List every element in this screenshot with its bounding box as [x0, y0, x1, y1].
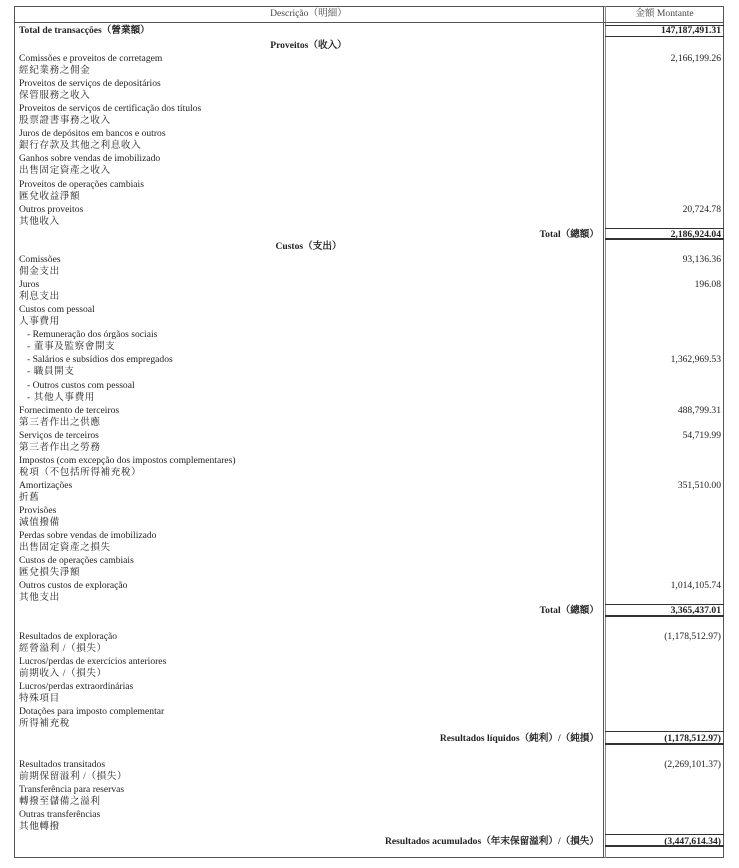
accumulated-box: [605, 834, 724, 847]
cost-line-item: [0, 505, 739, 530]
retained-line-item: [0, 784, 739, 809]
income-line-item: [0, 53, 739, 78]
income-item-label-pt: Proveitos de operações cambiais: [19, 178, 144, 190]
result-item-label-pt: Resultados de exploração: [19, 631, 118, 642]
cost-line-item: [0, 530, 739, 555]
income-item-label-zh: 保管服務之收入: [19, 90, 91, 102]
cost-item-label-pt: Perdas sobre vendas de imobilizado: [19, 530, 157, 542]
retained-line-item: [0, 809, 739, 834]
header-rule: [14, 22, 724, 23]
cost-item-label-pt: Fornecimento de terceiros: [19, 404, 120, 416]
retained-item-label-zh: 前期保留溢利 /（損失）: [19, 771, 128, 782]
income-item-amount: 20,724.78: [682, 203, 721, 215]
income-line-item: [0, 128, 739, 153]
cost-item-label-pt: Custos de operações cambiais: [19, 555, 134, 567]
cost-item-amount: 1,362,969.53: [670, 354, 721, 366]
cost-item-label-zh: - 其他人事費用: [27, 391, 95, 403]
accumulated-label: Resultados acumulados（年末保留溢利）/（損失）: [384, 836, 599, 847]
income-item-label-pt: Outros proveitos: [19, 203, 84, 215]
income-item-label-pt: Ganhos sobre vendas de imobilizado: [19, 153, 161, 165]
result-item-label-zh: 經營溢利 /（損失）: [19, 643, 107, 654]
cost-item-label-zh: 稅項（不包括所得補充稅）: [19, 466, 142, 478]
income-line-item: [0, 204, 739, 229]
cost-line-item: [0, 329, 739, 354]
cost-item-label-pt: Juros: [19, 279, 40, 291]
costs-total-amount: 3,365,437.01: [670, 605, 721, 616]
cost-item-label-zh: 利息支出: [19, 291, 60, 303]
cost-line-item: [0, 304, 739, 329]
net-result-amount: (1,178,512.97): [664, 733, 721, 744]
cost-line-item: [0, 380, 739, 405]
income-item-label-zh: 匯兌收益淨額: [19, 190, 81, 202]
cost-line-item: [0, 405, 739, 430]
cost-item-label-zh: - 董事及監察會開支: [27, 341, 116, 353]
accumulated-amount: (3,447,614.34): [664, 836, 721, 847]
result-item-label-zh: 所得補充稅: [19, 718, 70, 730]
cost-item-label-pt: Amortizações: [19, 479, 73, 491]
income-total-label: Total（總額）: [539, 229, 599, 240]
income-item-label-zh: 經紀業務之佣金: [19, 65, 91, 76]
costs-title: Custos（支出）: [275, 241, 342, 252]
retained-item-label-zh: 其他轉撥: [19, 821, 60, 833]
cost-item-label-pt: Custos com pessoal: [19, 304, 95, 316]
cost-item-label-pt: Comissões: [19, 254, 61, 265]
costs-total-label: Total（總額）: [539, 605, 599, 616]
costs-total-box: [605, 604, 724, 617]
result-item-label-pt: Lucros/perdas de exercícios anteriores: [19, 656, 167, 668]
cost-item-label-zh: 減值撥備: [19, 517, 60, 528]
cost-item-label-zh: 其他支出: [19, 592, 60, 604]
retained-item-label-pt: Outras transferências: [19, 809, 101, 821]
retained-item-label-zh: 轉撥至儲備之溢利: [19, 796, 101, 808]
cost-item-label-zh: 匯兌損失淨額: [19, 567, 81, 579]
net-result-box: [605, 731, 724, 745]
cost-item-amount: 351,510.00: [677, 479, 721, 491]
cost-item-label-pt: Outros custos de exploração: [19, 580, 128, 592]
header-description: Descrição（明細）: [270, 8, 347, 19]
cost-line-item: [0, 430, 739, 455]
income-item-label-pt: Juros de depósitos em bancos e outros: [19, 128, 166, 140]
cost-item-label-zh: - 職員開支: [27, 366, 75, 378]
result-item-amount: (1,178,512.97): [664, 631, 721, 642]
result-line-item: [0, 656, 739, 681]
cost-item-label-zh: 人事費用: [19, 316, 60, 328]
income-item-label-zh: 其他收入: [19, 215, 60, 227]
cost-item-label-pt: - Salários e subsídios dos empregados: [27, 354, 173, 366]
cost-line-item: [0, 480, 739, 505]
income-item-label-zh: 股票證書事務之收入: [19, 115, 111, 127]
cost-item-amount: 488,799.31: [677, 404, 721, 416]
result-item-label-zh: 前期收入 /（損失）: [19, 668, 107, 680]
income-item-label-pt: Comissões e proveitos de corretagem: [19, 53, 163, 64]
income-item-label-pt: Proveitos de serviços de depositários: [19, 78, 161, 90]
cost-item-label-zh: 折舊: [19, 491, 40, 503]
cost-item-label-pt: Provisões: [19, 505, 57, 516]
income-title: Proveitos（收入）: [270, 40, 347, 51]
cost-line-item: [0, 455, 739, 480]
cost-item-label-zh: 第三者作出之供應: [19, 416, 101, 428]
retained-item-label-pt: Transferência para reservas: [19, 784, 125, 796]
cost-line-item: [0, 279, 739, 304]
result-line-item: [0, 706, 739, 731]
result-item-label-zh: 特殊項目: [19, 693, 60, 705]
income-line-item: [0, 78, 739, 103]
income-item-label-zh: 銀行存款及其他之利息收入: [19, 140, 142, 152]
income-total-box: [605, 228, 724, 240]
result-line-item: [0, 681, 739, 706]
cost-item-amount: 1,014,105.74: [670, 580, 721, 592]
cost-line-item: [0, 555, 739, 580]
cost-item-label-pt: - Remuneração dos órgãos sociais: [27, 329, 158, 341]
retained-line-item: [0, 759, 739, 784]
retained-item-label-pt: Resultados transitados: [19, 759, 106, 770]
result-line-item: [0, 631, 739, 656]
header-amount: 金額 Montante: [635, 8, 694, 19]
income-total-amount: 2,186,924.04: [670, 229, 721, 240]
cost-line-item: [0, 254, 739, 279]
cost-item-amount: 54,719.99: [682, 429, 721, 441]
turnover-amount: 147,187,491.31: [661, 25, 721, 36]
income-line-item: [0, 153, 739, 178]
result-item-label-pt: Dotações para imposto complementar: [19, 706, 165, 718]
turnover-label: Total de transacções（營業額）: [19, 25, 150, 36]
cost-item-amount: 93,136.36: [682, 254, 721, 265]
income-item-label-pt: Proveitos de serviços de certificação dos títulos: [19, 103, 202, 115]
cost-line-item: [0, 354, 739, 379]
cost-item-label-pt: - Outros custos com pessoal: [27, 379, 135, 391]
income-item-label-zh: 出售固定資產之收入: [19, 165, 111, 177]
income-line-item: [0, 179, 739, 204]
cost-item-label-pt: Impostos (com excepção dos impostos complementares): [19, 454, 236, 466]
result-item-label-pt: Lucros/perdas extraordinárias: [19, 681, 134, 693]
cost-item-label-pt: Serviços de terceiros: [19, 429, 99, 441]
turnover-box: [605, 25, 724, 37]
retained-item-amount: (2,269,101.37): [664, 759, 721, 770]
income-item-amount: 2,166,199.26: [670, 53, 721, 64]
cost-line-item: [0, 580, 739, 605]
cost-item-label-zh: 第三者作出之勞務: [19, 441, 101, 453]
cost-item-amount: 196.08: [694, 279, 721, 291]
cost-item-label-zh: 出售固定資產之損失: [19, 542, 111, 554]
cost-item-label-zh: 佣金支出: [19, 266, 60, 277]
income-line-item: [0, 103, 739, 128]
net-result-label: Resultados líquidos（純利）/（純損）: [439, 733, 599, 744]
